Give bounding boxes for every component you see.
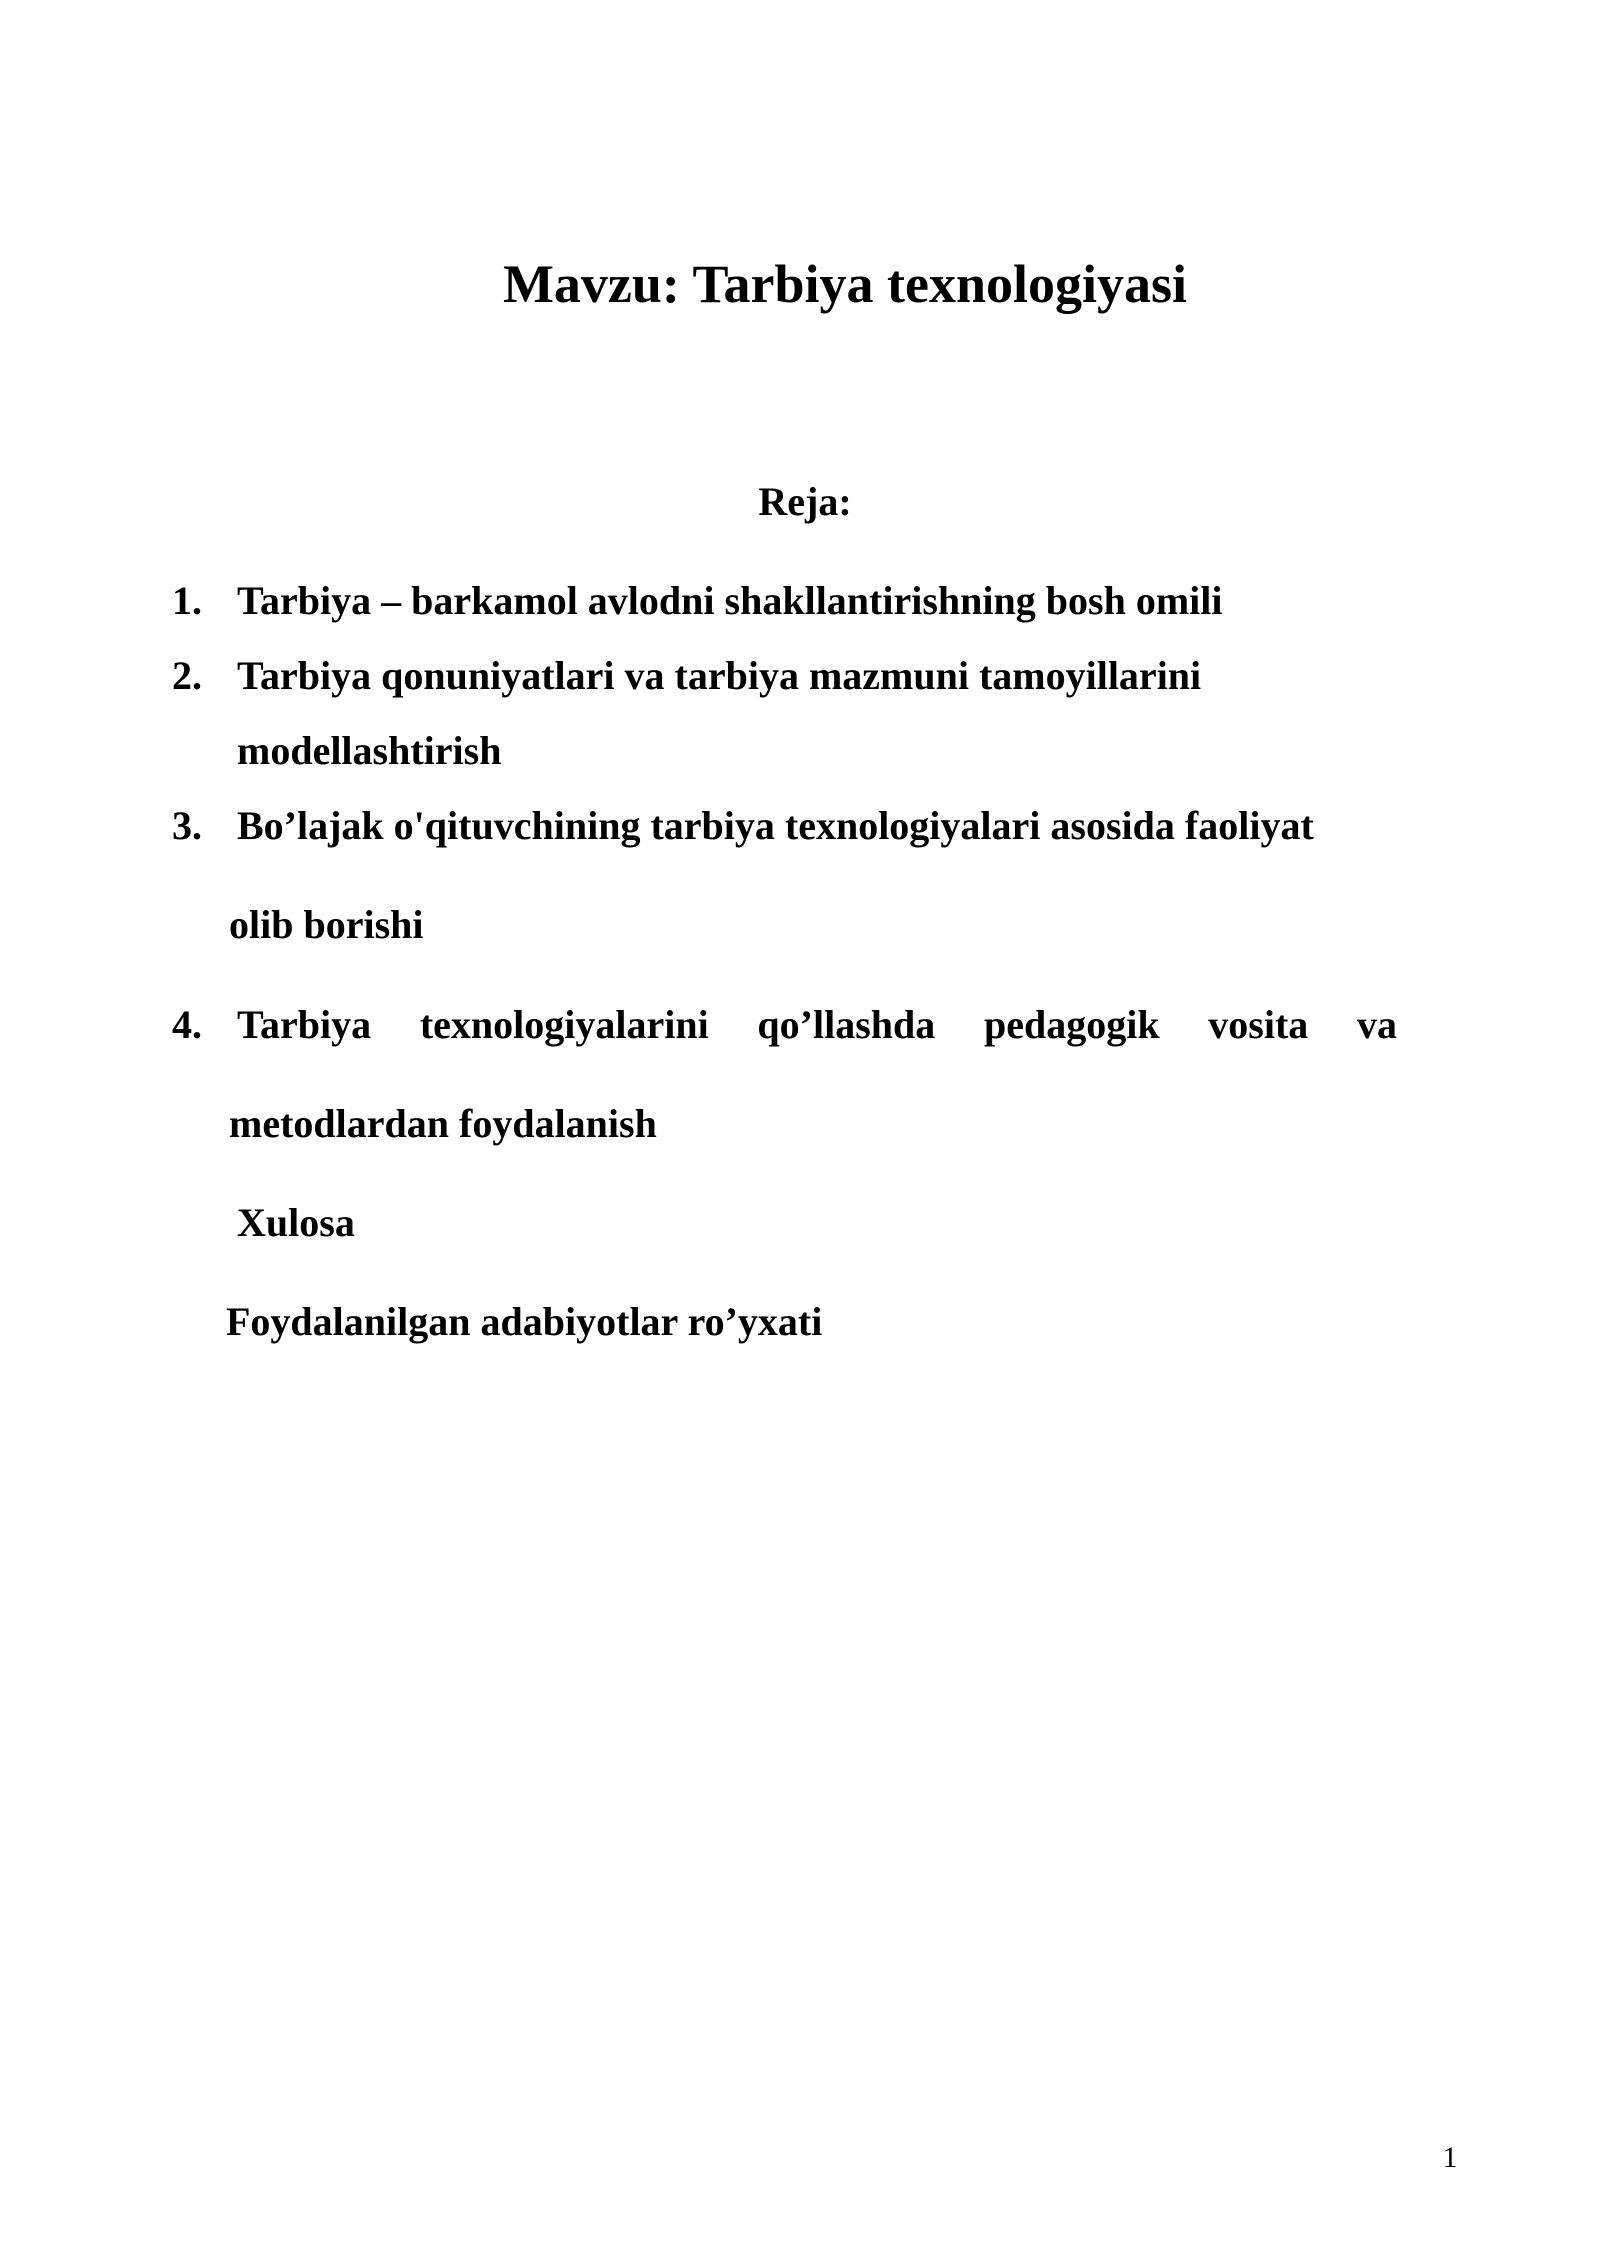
item-4-number: 4. bbox=[172, 1002, 202, 1047]
item-4-continuation: metodlardan foydalanish bbox=[229, 1101, 657, 1146]
item-2-number: 2. bbox=[172, 653, 202, 698]
item-3-number: 3. bbox=[172, 803, 202, 848]
conclusion-heading: Xulosa bbox=[237, 1200, 355, 1245]
item-3-text: Bo’lajak o'qituvchining tarbiya texnologiyalari asosida faoliyat bbox=[237, 803, 1314, 848]
plan-heading: Reja: bbox=[758, 479, 852, 524]
item-4-word: qo’llashda bbox=[757, 1002, 936, 1047]
item-4-text bbox=[237, 997, 1397, 1053]
references-heading: Foydalanilgan adabiyotlar ro’yxati bbox=[226, 1299, 823, 1344]
document-title: Mavzu: Tarbiya texnologiyasi bbox=[502, 254, 1188, 314]
item-4-word: pedagogik bbox=[983, 1002, 1160, 1047]
item-1-text: Tarbiya – barkamol avlodni shakllantirishning bosh omili bbox=[237, 578, 1223, 623]
item-3-continuation: olib borishi bbox=[229, 902, 424, 947]
item-2-continuation: modellashtirish bbox=[237, 728, 502, 773]
item-4-word: Tarbiya bbox=[237, 1002, 372, 1047]
item-1-number: 1. bbox=[172, 578, 202, 623]
item-4-word: vosita bbox=[1208, 1002, 1309, 1047]
page-number: 1 bbox=[1442, 2141, 1458, 2174]
item-2-text: Tarbiya qonuniyatlari va tarbiya mazmuni tamoyillarini bbox=[237, 653, 1202, 698]
item-4-word: va bbox=[1357, 1002, 1397, 1047]
item-4-word: texnologiyalarini bbox=[419, 1002, 709, 1047]
